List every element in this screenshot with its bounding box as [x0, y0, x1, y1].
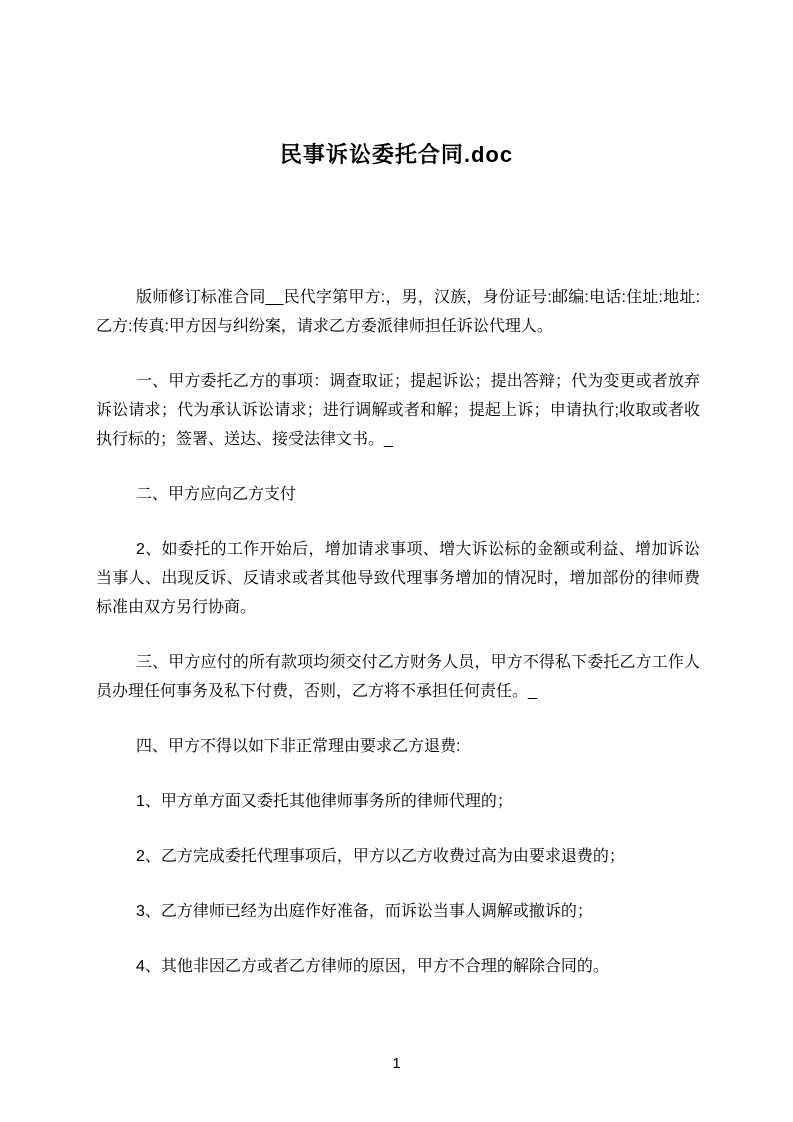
paragraph-clause-2: 二、甲方应向乙方支付: [136, 486, 297, 503]
document-body: [96, 283, 700, 1007]
paragraph-clause-4-item-1: 1、甲方单方面又委托其他律师事务所的律师代理的；: [136, 793, 513, 810]
paragraph-clause-4: 四、甲方不得以如下非正常理由要求乙方退费:: [136, 738, 461, 755]
paragraph-clause-4-item-4: 4、其他非因乙方或者乙方律师的原因，甲方不合理的解除合同的。: [136, 958, 609, 975]
paragraph-clause-3: 三、甲方应付的所有款项均须交付乙方财务人员，甲方不得私下委托乙方工作人员办理任何事务及私下付费，否则，乙方将不承担任何责任。_: [96, 654, 700, 700]
paragraph-intro: 版师修订标准合同__民代字第甲方:，男，汉族，身份证号:邮编:电话:住址:地址:乙方:传真:甲方因与纠纷案，请求乙方委派律师担任诉讼代理人。: [96, 289, 700, 335]
paragraph-clause-2-sub: 2、如委托的工作开始后，增加请求事项、增大诉讼标的金额或利益、增加诉讼当事人、出现反诉、反请求或者其他导致代理事务增加的情况时，增加部份的律师费标准由双方另行协商。: [96, 541, 700, 616]
document-title: 民事诉讼委托合同.doc: [279, 142, 514, 167]
paragraph-clause-4-item-2: 2、乙方完成委托代理事项后，甲方以乙方收费过高为由要求退费的；: [136, 848, 625, 865]
page-number: 1: [392, 1055, 401, 1072]
paragraph-clause-1: 一、甲方委托乙方的事项：调查取证；提起诉讼；提出答辩；代为变更或者放弃诉讼请求；代为承认诉讼请求；进行调解或者和解；提起上诉；申请执行;收取或者收执行标的；签署、送达、接受法律文书。_: [96, 373, 700, 448]
paragraph-clause-4-item-3: 3、乙方律师已经为出庭作好准备，而诉讼当事人调解或撤诉的；: [136, 903, 593, 920]
